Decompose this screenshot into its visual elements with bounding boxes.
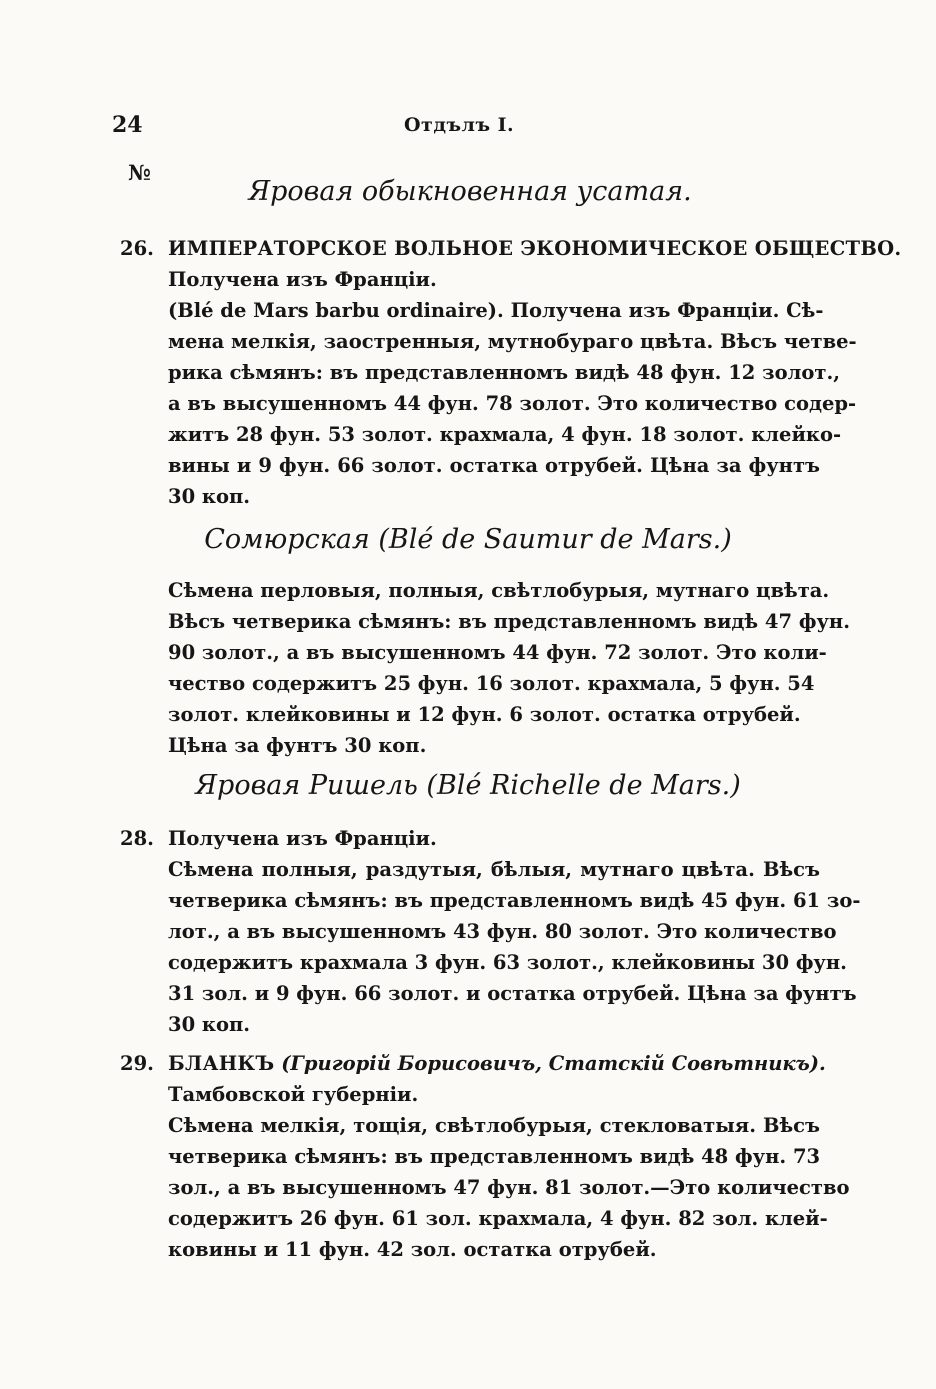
entry-text-line: четверика сѣмянъ: въ представленномъ видѣ 45 фун. 61 зо- (168, 889, 861, 912)
running-title: Отдълъ I. (404, 114, 515, 136)
section-heading-spring-bearded: Яровая обыкновенная усатая. (248, 176, 692, 207)
entry-text-line: мена мелкія, заостренныя, мутнобураго цвѣта. Вѣсъ четве- (168, 330, 857, 353)
entry-text-line: зол., а въ высушенномъ 47 фун. 81 золот.—Это количество (168, 1176, 850, 1199)
section-heading-saumur: Сомюрская (Blé de Saumur de Mars.) (204, 524, 732, 555)
entry-27-text (168, 575, 850, 761)
entry-text-line: Сѣмена полныя, раздутыя, бѣлыя, мутнаго цвѣта. Вѣсъ (168, 858, 820, 881)
entry-text-line: 90 золот., а въ высушенномъ 44 фун. 72 золот. Это коли- (168, 641, 827, 664)
entry-title: БЛАНКЪ (168, 1052, 275, 1075)
entry-text-line: 30 коп. (168, 1013, 251, 1036)
entry-text-line: золот. клейковины и 12 фун. 6 золот. остатка отрубей. (168, 703, 801, 726)
entry-title: ИМПЕРАТОРСКОЕ ВОЛЬНОЕ ЭКОНОМИЧЕСКОЕ ОБЩЕСТВО. (168, 237, 902, 260)
entry-text-line: житъ 28 фун. 53 золот. крахмала, 4 фун. 18 золот. клейко- (168, 423, 842, 446)
entry-text-line: чество содержитъ 25 фун. 16 золот. крахмала, 5 фун. 54 (168, 672, 815, 695)
entry-text-line: а въ высушенномъ 44 фун. 78 золот. Это количество содер- (168, 392, 857, 415)
entry-person-details: (Григорій Борисовичъ, Статскій Совѣтникъ). (274, 1052, 826, 1075)
entry-text-line: Цѣна за фунтъ 30 коп. (168, 734, 427, 757)
entry-28 (120, 823, 861, 1040)
section-heading-richelle: Яровая Ришель (Blé Richelle de Mars.) (195, 770, 741, 801)
entry-number: 28. (120, 827, 154, 850)
entry-text-line: Сѣмена перловыя, полныя, свѣтлобурыя, мутнаго цвѣта. (168, 579, 830, 602)
entry-26 (120, 233, 902, 512)
entry-origin: Получена изъ Франціи. (168, 827, 437, 850)
entry-number: 26. (120, 237, 154, 260)
number-sign: № (128, 160, 151, 185)
entry-text-line: четверика сѣмянъ: въ представленномъ видѣ 48 фун. 73 (168, 1145, 821, 1168)
entry-origin: Тамбовской губерніи. (168, 1083, 419, 1106)
entry-text-line: рика сѣмянъ: въ представленномъ видѣ 48 фун. 12 золот., (168, 361, 841, 384)
entry-text-line: содержитъ крахмала 3 фун. 63 золот., клейковины 30 фун. (168, 951, 847, 974)
entry-number: 29. (120, 1052, 154, 1075)
entry-text-line: вины и 9 фун. 66 золот. остатка отрубей. Цѣна за фунтъ (168, 454, 820, 477)
entry-text-line: (Blé de Mars barbu ordinaire). Получена изъ Франціи. Сѣ- (168, 299, 824, 322)
entry-text-line: лот., а въ высушенномъ 43 фун. 80 золот. Это количество (168, 920, 837, 943)
entry-text-line: 30 коп. (168, 485, 251, 508)
entry-29 (120, 1048, 850, 1265)
entry-text-line: Сѣмена мелкія, тощія, свѣтлобурыя, стекловатыя. Вѣсъ (168, 1114, 820, 1137)
entry-text-line: Вѣсъ четверика сѣмянъ: въ представленномъ видѣ 47 фун. (168, 610, 850, 633)
entry-text-line: ковины и 11 фун. 42 зол. остатка отрубей. (168, 1238, 657, 1261)
entry-origin: Получена изъ Франціи. (168, 268, 437, 291)
entry-text-line: содержитъ 26 фун. 61 зол. крахмала, 4 фун. 82 зол. клей- (168, 1207, 828, 1230)
page-number: 24 (112, 112, 143, 138)
entry-text-line: 31 зол. и 9 фун. 66 золот. и остатка отрубей. Цѣна за фунтъ (168, 982, 857, 1005)
